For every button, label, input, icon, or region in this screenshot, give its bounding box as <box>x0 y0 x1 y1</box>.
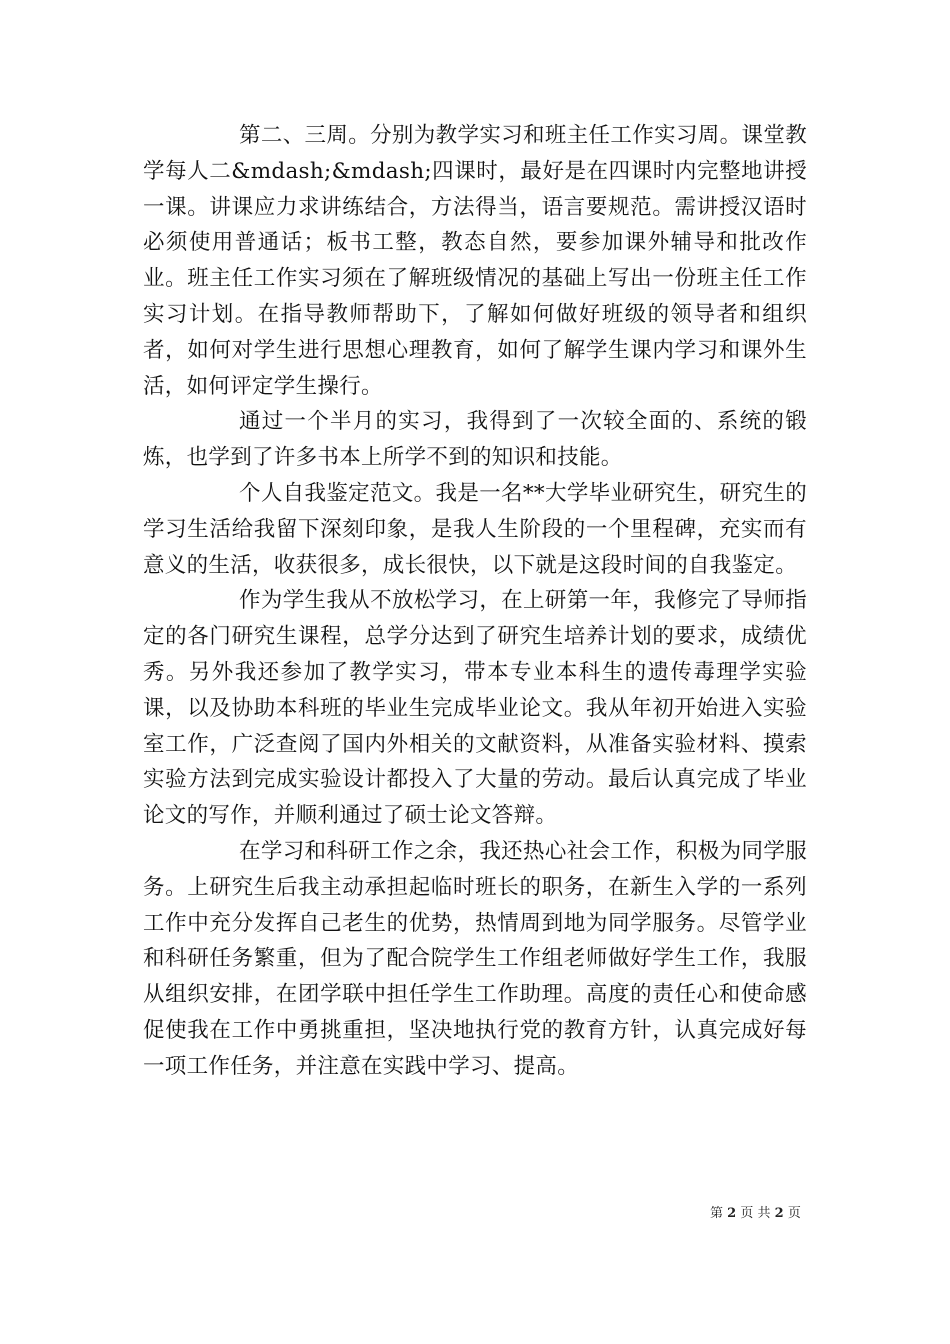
footer-suffix: 页 <box>787 1206 801 1221</box>
paragraph-4: 作为学生我从不放松学习，在上研第一年，我修完了导师指定的各门研究生课程，总学分达到了研究生培养计划的要求，成绩优秀。另外我还参加了教学实习，带本专业本科生的遗传毒理学实验课，以及协助本科班的毕业生完成毕业论文。我从年初开始进入实验室工作，广泛查阅了国内外相关的文献资料，从准备实验材料、摸索实验方法到完成实验设计都投入了大量的劳动。最后认真完成了毕业论文的写作，并顺利通过了硕士论文答辩。 <box>143 588 807 829</box>
paragraph-3: 个人自我鉴定范文。我是一名**大学毕业研究生，研究生的学习生活给我留下深刻印象，是我人生阶段的一个里程碑，充实而有意义的生活，收获很多，成长很快，以下就是这段时间的自我鉴定。 <box>143 480 807 578</box>
paragraph-5: 在学习和科研工作之余，我还热心社会工作，积极为同学服务。上研究生后我主动承担起临时班长的职务，在新生入学的一系列工作中充分发挥自己老生的优势，热情周到地为同学服务。尽管学业和科研任务繁重，但为了配合院学生工作组老师做好学生工作，我服从组织安排，在团学联中担任学生工作助理。高度的责任心和使命感促使我在工作中勇挑重担，坚决地执行党的教育方针，认真完成好每一项工作任务，并注意在实践中学习、提高。 <box>143 838 807 1079</box>
document-body <box>143 118 807 1085</box>
footer-middle: 页 共 <box>740 1206 771 1221</box>
footer-current-page: 2 <box>727 1206 737 1221</box>
paragraph-1: 第二、三周。分别为教学实习和班主任工作实习周。课堂教学每人二&mdash;&mdash;四课时，最好是在四课时内完整地讲授一课。讲课应力求讲练结合，方法得当，语言要规范。需讲授汉语时必须使用普通话；板书工整，教态自然，要参加课外辅导和批改作业。班主任工作实习须在了解班级情况的基础上写出一份班主任工作实习计划。在指导教师帮助下，了解如何做好班级的领导者和组织者，如何对学生进行思想心理教育，如何了解学生课内学习和课外生活，如何评定学生操行。 <box>143 123 807 399</box>
page-number-footer <box>710 1205 801 1223</box>
paragraph-2: 通过一个半月的实习，我得到了一次较全面的、系统的锻炼，也学到了许多书本上所学不到的知识和技能。 <box>143 409 807 471</box>
footer-total-pages: 2 <box>774 1206 784 1221</box>
footer-prefix: 第 <box>710 1206 724 1221</box>
